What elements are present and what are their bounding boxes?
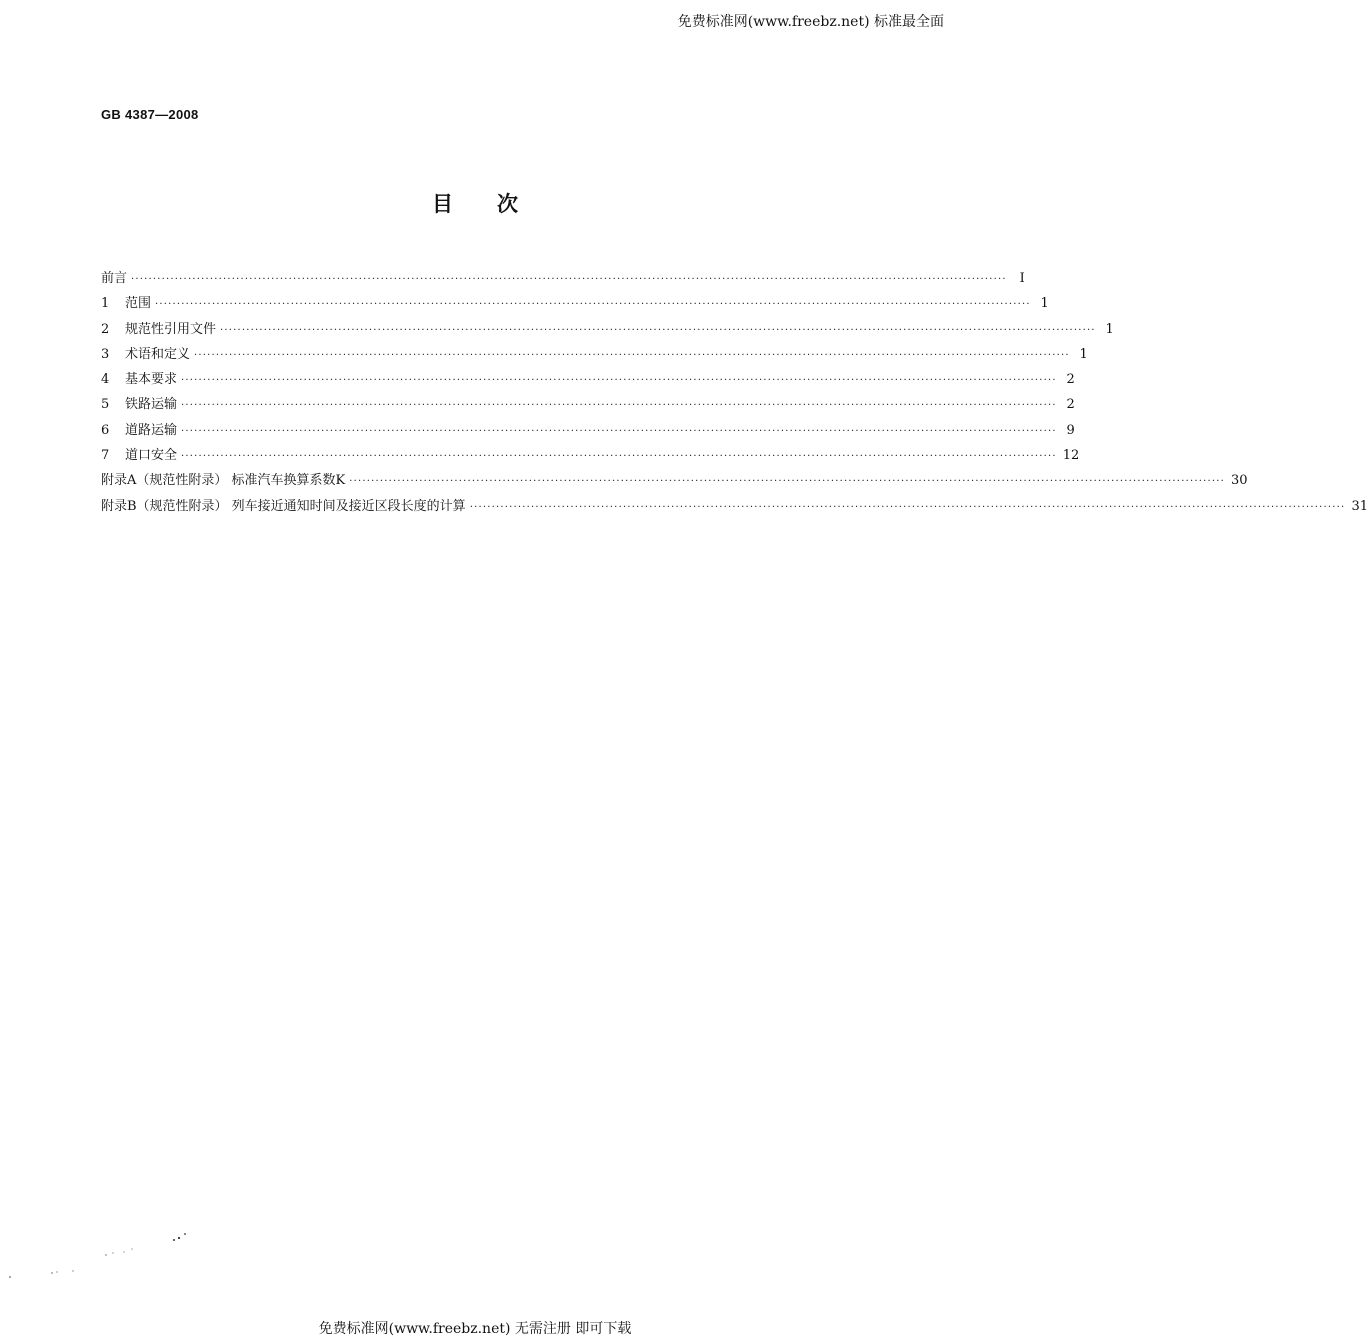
dot-leader: ········································································································································································································ xyxy=(181,451,1057,463)
toc-page-number: 1 xyxy=(1105,321,1114,337)
toc-page-number: 2 xyxy=(1066,372,1075,388)
dot-leader: ········································································································································································································ xyxy=(131,274,1007,285)
toc-entry-label: 6 道路运输 xyxy=(101,422,178,438)
dot-leader: ········································································································································································································ xyxy=(469,501,1346,513)
dot-leader: ········································································································································································································ xyxy=(181,400,1057,412)
toc-entry-road-transport[interactable] xyxy=(101,418,1075,443)
toc-entry-label: 2 规范性引用文件 xyxy=(101,321,217,337)
toc-entry-foreword[interactable] xyxy=(101,266,1025,291)
toc-entry-railway-transport[interactable] xyxy=(101,392,1075,417)
toc-entry-label: 7 道口安全 xyxy=(101,448,178,464)
standard-code: GB 4387—2008 xyxy=(101,107,199,122)
toc-entry-terms-definitions[interactable] xyxy=(101,342,1088,367)
dot-leader: ········································································································································································································ xyxy=(220,324,1096,336)
toc-page-number: 1 xyxy=(1079,346,1088,362)
toc-entry-annex-a[interactable] xyxy=(101,468,1248,493)
toc-page-number: 12 xyxy=(1062,448,1080,464)
dot-leader: ········································································································································································································ xyxy=(349,476,1225,488)
toc-page-number: I xyxy=(1019,271,1025,286)
toc-entry-label: 附录A（规范性附录） 标准汽车换算系数K xyxy=(101,473,346,489)
toc-page-number: 2 xyxy=(1066,397,1075,413)
toc-page-number: 31 xyxy=(1351,498,1368,514)
dot-leader: ········································································································································································································ xyxy=(181,375,1057,387)
toc-title: 目次 xyxy=(432,192,562,216)
toc-entry-label: 3 术语和定义 xyxy=(101,346,191,362)
watermark-top: 免费标准网(www.freebz.net) 标准最全面 xyxy=(677,14,944,30)
dot-leader: ········································································································································································································ xyxy=(181,425,1057,437)
toc-entry-annex-b[interactable] xyxy=(101,494,1368,519)
toc-entry-normative-references[interactable] xyxy=(101,317,1114,342)
toc-entry-label: 前言 xyxy=(101,271,128,286)
dot-leader: ········································································································································································································ xyxy=(155,299,1031,311)
dot-leader: ········································································································································································································ xyxy=(194,349,1070,361)
toc-page-number: 1 xyxy=(1040,296,1049,312)
toc-page-number: 30 xyxy=(1230,473,1248,489)
scan-specks xyxy=(0,1225,200,1285)
toc-entry-label: 4 基本要求 xyxy=(101,372,178,388)
toc-entry-label: 1 范围 xyxy=(101,296,152,312)
toc-entry-basic-requirements[interactable] xyxy=(101,367,1075,392)
table-of-contents xyxy=(101,266,1368,519)
watermark-bottom: 免费标准网(www.freebz.net) 无需注册 即可下载 xyxy=(318,1321,632,1337)
toc-entry-label: 5 铁路运输 xyxy=(101,397,178,413)
toc-page-number: 9 xyxy=(1066,422,1075,438)
toc-entry-label: 附录B（规范性附录） 列车接近通知时间及接近区段长度的计算 xyxy=(101,498,466,514)
toc-entry-level-crossing-safety[interactable] xyxy=(101,443,1080,468)
toc-entry-scope[interactable] xyxy=(101,291,1049,316)
